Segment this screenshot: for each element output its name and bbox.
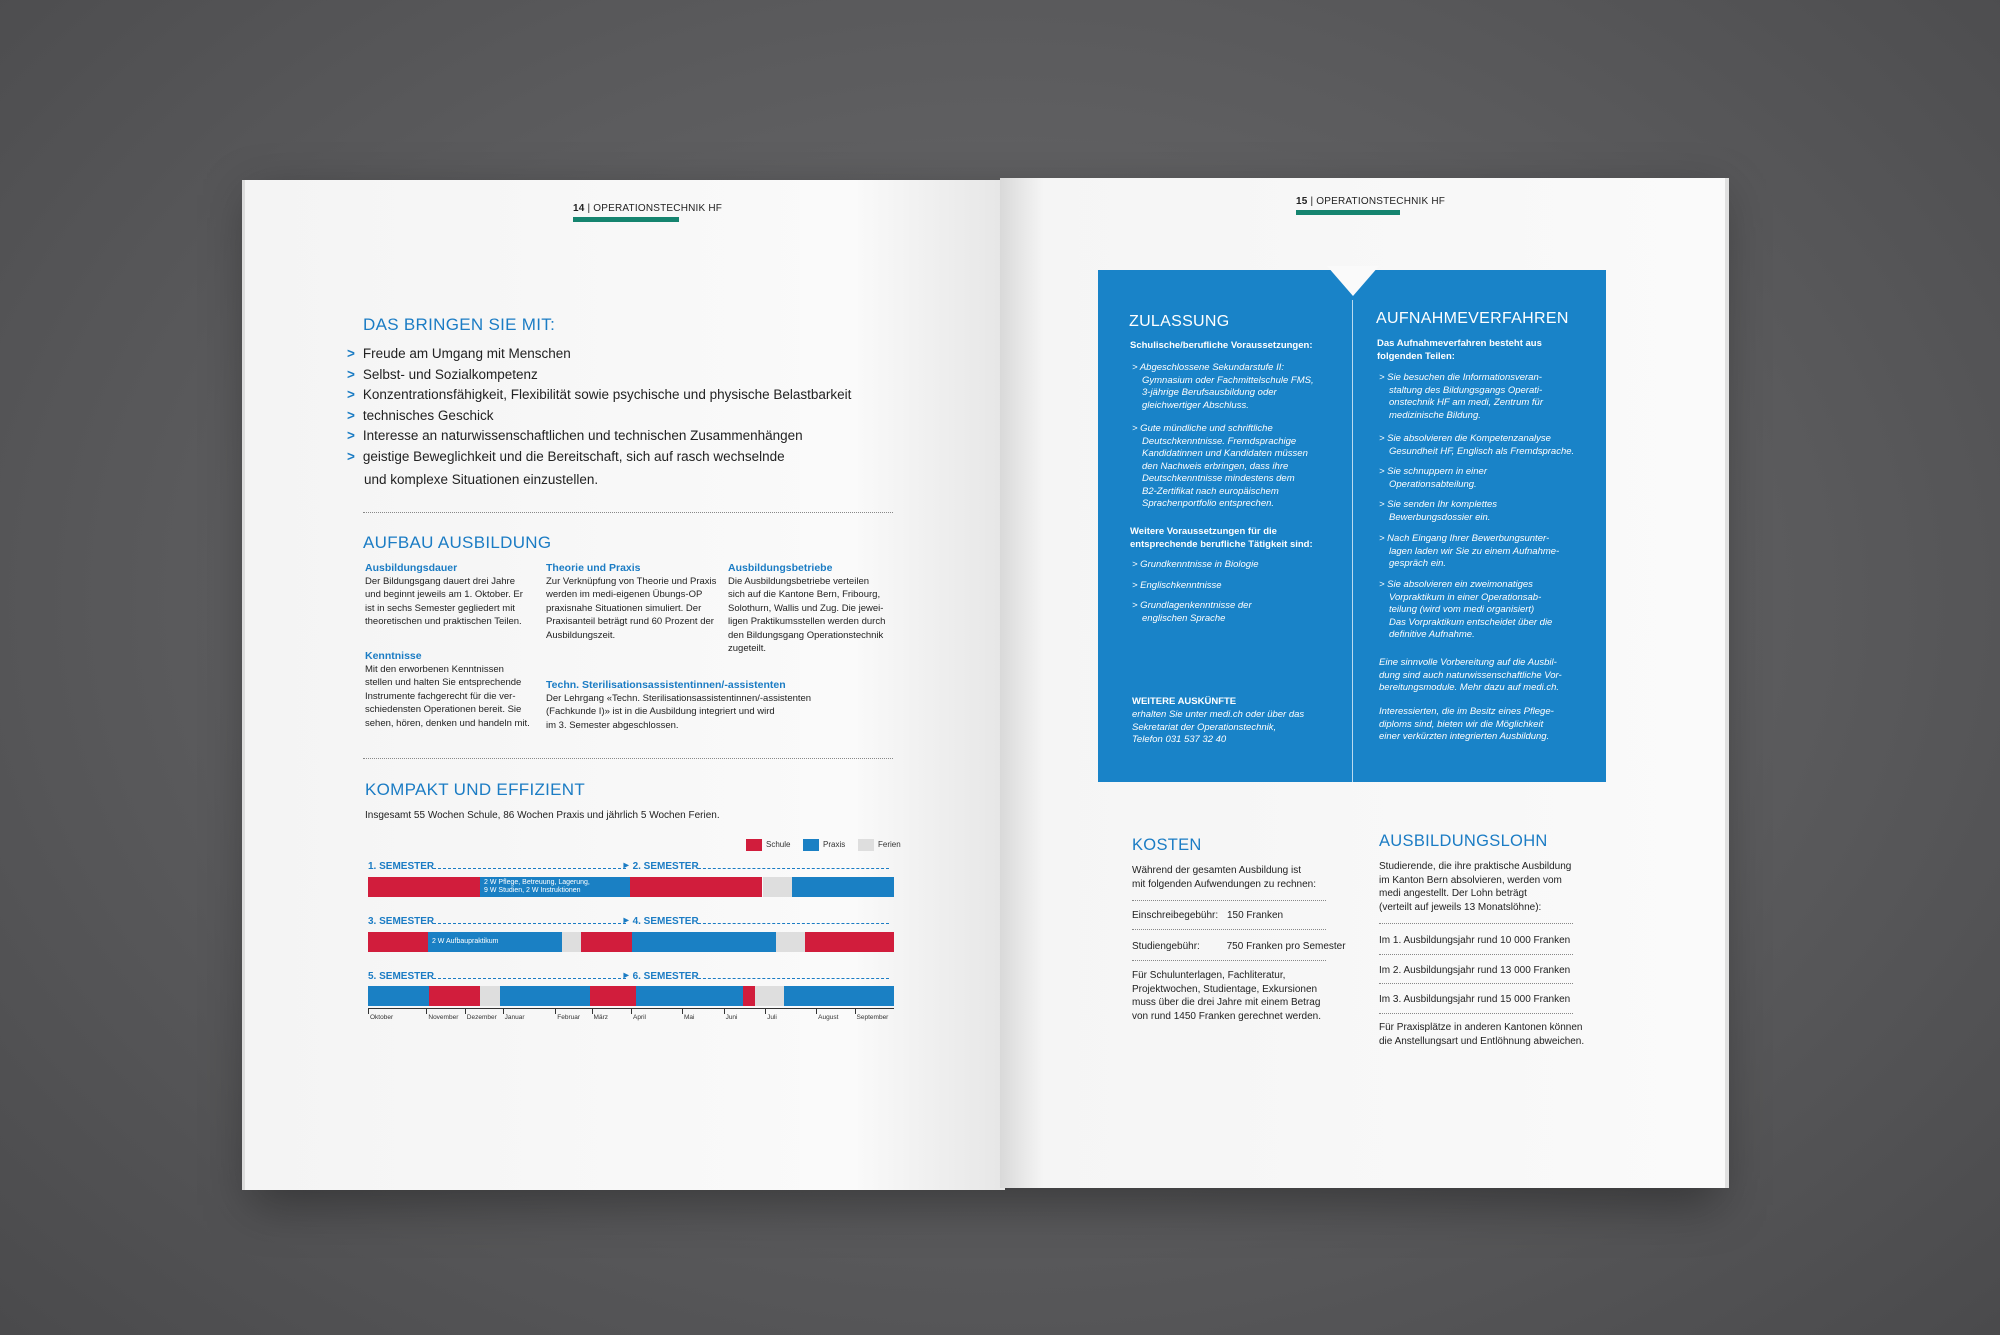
- semester-label: 4. SEMESTER: [632, 916, 699, 927]
- box-notch: [1327, 266, 1379, 296]
- timeline-segment-ferien: [776, 932, 805, 952]
- month-label: Oktober: [370, 1014, 394, 1021]
- arrow-right-icon: ▸: [623, 860, 629, 871]
- kosten-outro: Für Schulunterlagen, Fachliteratur, Projektwochen, Studientage, Exkursionen muss über die drei Jahre mit einem Betrag von rund 1450 Franken gerechnet werden.: [1132, 970, 1322, 1022]
- chevron-right-icon: >: [347, 387, 355, 402]
- semester-label: 2. SEMESTER: [632, 861, 699, 872]
- right-folio: [1296, 196, 1445, 207]
- divider: [1379, 923, 1573, 924]
- legend-swatch-schule: [746, 839, 762, 851]
- timeline-segment-praxis: [636, 986, 743, 1006]
- arrow-right-icon: ▸: [623, 915, 629, 926]
- month-label: Dezember: [466, 1014, 497, 1021]
- timeline-segment-schule: [368, 877, 480, 897]
- requirement-item: > Freude am Umgang mit Menschen: [347, 346, 571, 361]
- more-info-text: erhalten Sie unter medi.ch oder über das Sekretariat der Operationstechnik, Telefon 031 537 32 40: [1132, 709, 1305, 745]
- requirements-list: [347, 344, 851, 491]
- requirement-item: > Konzentrationsfähigkeit, Flexibilität sowie psychische und physische Belastbarkeit: [347, 387, 852, 402]
- zulassung-item: > Grundkenntnisse in Biologie: [1132, 559, 1259, 570]
- aufnahme-note: Interessierten, die im Besitz eines Pflege- diploms sind, bieten wir die Möglichkeit einer verkürzten integrierten Ausbildung.: [1379, 706, 1554, 742]
- zulassung-item: > Gute mündliche und schriftliche Deutschkenntnisse. Fremdsprachige Kandidatinnen und Kandidaten müssen den Nachweis erbringen, dass ihre Deutschkenntnisse mindestens dem B2-Zertifikat nach europäischem Sprachenportfolio entsprechen.: [1132, 423, 1308, 509]
- kosten-row: Studiengebühr: 750 Franken pro Semester: [1132, 941, 1346, 952]
- col2-paragraph1: Zur Verknüpfung von Theorie und Praxis werden im medi-eigenen Übungs-OP praxisnahe Situationen simuliert. Der Praxisanteil beträgt rund 60 Prozent der Ausbildungszeit.: [546, 576, 717, 641]
- timeline-segment-ferien: [763, 877, 792, 897]
- section1-title: DAS BRINGEN SIE MIT:: [363, 315, 556, 334]
- aufnahme-item: > Nach Eingang Ihrer Bewerbungsunter- lagen laden wir Sie zu einem Aufnahme- gespräch ein.: [1379, 533, 1560, 569]
- lohn-title: AUSBILDUNGSLOHN: [1379, 832, 1548, 850]
- requirement-item: > Interesse an naturwissenschaftlichen und technischen Zusammenhängen: [347, 428, 803, 443]
- semester-label: 5. SEMESTER: [368, 971, 435, 982]
- section2-title: AUFBAU AUSBILDUNG: [363, 533, 552, 552]
- zulassung-heading2: Weitere Voraussetzungen für die entsprechende berufliche Tätigkeit sind:: [1130, 526, 1313, 550]
- aufnahme-item: > Sie absolvieren ein zweimonatiges Vorpraktikum in einer Operationsab- teilung (wird vom medi organisiert) Das Vorpraktikum entscheidet über die definitive Aufnahme.: [1379, 579, 1553, 640]
- semester-line: [698, 978, 889, 979]
- timeline-segment-schule: [590, 986, 636, 1006]
- left-folio-number: 14: [573, 203, 585, 214]
- month-label: Januar: [504, 1014, 525, 1021]
- semester-label: 6. SEMESTER: [632, 971, 699, 982]
- month-label: Juni: [725, 1014, 738, 1021]
- requirement-item: > geistige Beweglichkeit und die Bereitschaft, sich auf rasch wechselnde: [347, 448, 785, 464]
- month-label: Juli: [767, 1014, 777, 1021]
- kosten-row: Einschreibegebühr: 150 Franken: [1132, 910, 1284, 921]
- lohn-row: Im 3. Ausbildungsjahr rund 15 000 Franken: [1379, 994, 1571, 1005]
- aufnahme-item: > Sie schnuppern in einer Operationsabteilung.: [1379, 466, 1488, 490]
- timeline-segment-ferien: [562, 932, 581, 952]
- divider: [1132, 900, 1326, 901]
- zulassung-item: > Grundlagenkenntnisse der englischen Sprache: [1132, 600, 1252, 624]
- more-info-title: WEITERE AUSKÜNFTE: [1132, 696, 1237, 707]
- aufnahme-heading: Das Aufnahmeverfahren besteht aus folgenden Teilen:: [1377, 338, 1542, 362]
- requirement-continuation: und komplexe Situationen einzustellen.: [364, 472, 599, 487]
- semester-line: [433, 978, 626, 979]
- month-label: April: [633, 1014, 647, 1021]
- divider: [363, 758, 893, 759]
- legend-label: Praxis: [823, 840, 846, 849]
- timeline-segment-praxis: [792, 877, 894, 897]
- col3-paragraph1: Die Ausbildungsbetriebe verteilen sich auf die Kantone Bern, Fribourg, Solothurn, Wallis und Zug. Die jewei- ligen Praktikumsstellen werden durch den Bildungsgang Operationstechnik zugeteilt.: [728, 576, 886, 655]
- aufnahme-title: AUFNAHMEVERFAHREN: [1376, 310, 1569, 327]
- lohn-intro: Studierende, die ihre praktische Ausbildung im Kanton Bern absolvieren, werden vom medi angestellt. Der Lohn beträgt (verteilt auf jeweils 13 Monatslöhne):: [1379, 861, 1572, 913]
- legend-swatch-ferien: [858, 839, 874, 851]
- chevron-right-icon: >: [347, 448, 355, 464]
- left-folio-bar: [573, 217, 679, 222]
- timeline-segment-praxis: [632, 932, 776, 952]
- timeline-segment-schule: [743, 986, 755, 1006]
- requirement-item: > Selbst- und Sozialkompetenz: [347, 366, 538, 382]
- right-folio-text: | OPERATIONSTECHNIK HF: [1310, 196, 1446, 207]
- timeline-segment-schule: [429, 986, 479, 1006]
- section3-intro: Insgesamt 55 Wochen Schule, 86 Wochen Praxis und jährlich 5 Wochen Ferien.: [365, 810, 720, 821]
- col1-paragraph2: Mit den erworbenen Kenntnissen stellen und halten Sie entsprechende Instrumente fachgerecht für die ver- schiedensten Operationen bereit. Sie sehen, hören, denken und handeln mit.: [365, 664, 530, 729]
- col1-heading2: Kenntnisse: [365, 650, 422, 662]
- legend-label: Schule: [766, 840, 791, 849]
- chevron-right-icon: >: [347, 366, 355, 382]
- aufnahme-item: > Sie senden Ihr komplettes Bewerbungsdossier ein.: [1379, 499, 1498, 523]
- timeline-segment-schule: [805, 932, 894, 952]
- semester-line: [698, 923, 889, 924]
- kosten-title: KOSTEN: [1132, 836, 1202, 854]
- divider: [1132, 960, 1326, 961]
- kosten-intro: Während der gesamten Ausbildung ist mit folgenden Aufwendungen zu rechnen:: [1132, 865, 1317, 890]
- lohn-row: Im 2. Ausbildungsjahr rund 13 000 Franken: [1379, 965, 1571, 976]
- timeline-axis: [368, 1008, 894, 1009]
- left-folio: [573, 203, 722, 214]
- right-folio-bar: [1296, 210, 1400, 215]
- month-label: September: [856, 1014, 889, 1021]
- section3-title: KOMPAKT UND EFFIZIENT: [365, 780, 586, 799]
- zulassung-item: > Abgeschlossene Sekundarstufe II: Gymnasium oder Fachmittelschule FMS, 3-jährige Berufsausbildung oder gleichwertiger Abschluss.: [1132, 362, 1314, 411]
- col1-paragraph1: Der Bildungsgang dauert drei Jahre und beginnt jeweils am 1. Oktober. Er ist in sechs Semester gegliedert mit theoretischen und praktischen Teilen.: [365, 576, 523, 628]
- col1-heading1: Ausbildungsdauer: [365, 562, 458, 574]
- divider: [1379, 983, 1573, 984]
- semester-line: [698, 868, 889, 869]
- timeline-segment-schule: [581, 932, 631, 952]
- lohn-outro: Für Praxisplätze in anderen Kantonen können die Anstellungsart und Entlöhnung abweichen.: [1379, 1022, 1585, 1047]
- segment-label: 2 W Aufbaupraktikum: [431, 938, 499, 945]
- zulassung-item: > Englischkenntnisse: [1132, 580, 1222, 591]
- divider: [1379, 954, 1573, 955]
- timeline-segment-praxis: [784, 986, 894, 1006]
- timeline-segment-schule: [368, 932, 428, 952]
- left-folio-text: | OPERATIONSTECHNIK HF: [587, 203, 723, 214]
- semester-label: 1. SEMESTER: [368, 861, 435, 872]
- right-folio-number: 15: [1296, 196, 1308, 207]
- legend-swatch-praxis: [803, 839, 819, 851]
- col3-heading1: Ausbildungsbetriebe: [728, 562, 833, 574]
- divider: [1132, 929, 1326, 930]
- requirement-item: > technisches Geschick: [347, 407, 494, 423]
- col23-heading2: Techn. Sterilisationsassistentinnen/-assistenten: [546, 679, 786, 691]
- zulassung-title: ZULASSUNG: [1129, 313, 1230, 330]
- timeline-segment-schule: [630, 877, 763, 897]
- chevron-right-icon: >: [347, 346, 355, 361]
- month-label: März: [593, 1014, 608, 1021]
- month-label: November: [428, 1014, 459, 1021]
- aufnahme-item: > Sie besuchen die Informationsveran- staltung des Bildungsgangs Operati- onstechnik HF am medi, Zentrum für medizinische Bildung.: [1379, 372, 1543, 421]
- month-label: Februar: [557, 1014, 581, 1021]
- timeline-segment-praxis: [500, 986, 590, 1006]
- divider: [1379, 1013, 1573, 1014]
- month-label: Mai: [684, 1014, 695, 1021]
- zulassung-heading: Schulische/berufliche Voraussetzungen:: [1130, 340, 1313, 351]
- timeline-segment-praxis: [368, 986, 429, 1006]
- arrow-right-icon: ▸: [623, 970, 629, 981]
- semester-line: [433, 868, 626, 869]
- lohn-row: Im 1. Ausbildungsjahr rund 10 000 Franken: [1379, 935, 1571, 946]
- segment-label: 2 W Pflege, Betreuung, Lagerung, 9 W Studien, 2 W Instruktionen: [484, 879, 590, 894]
- col2-heading1: Theorie und Praxis: [546, 562, 641, 574]
- chevron-right-icon: >: [347, 428, 355, 443]
- aufnahme-note: Eine sinnvolle Vorbereitung auf die Ausbil- dung sind auch naturwissenschaftliche Vor- bereitungsmodule. Mehr dazu auf medi.ch.: [1379, 657, 1562, 693]
- box-divider: [1352, 300, 1353, 782]
- legend-label: Ferien: [878, 840, 901, 849]
- timeline-segment-ferien: [755, 986, 784, 1006]
- col23-paragraph2: Der Lehrgang «Techn. Sterilisationsassistentinnen/-assistenten (Fachkunde I)» ist in die Ausbildung integriert und wird im 3. Semester abgeschlossen.: [546, 693, 812, 731]
- semester-label: 3. SEMESTER: [368, 916, 435, 927]
- month-label: August: [818, 1014, 839, 1021]
- timeline-segment-ferien: [480, 986, 501, 1006]
- semester-line: [433, 923, 626, 924]
- divider: [363, 512, 893, 513]
- chevron-right-icon: >: [347, 407, 355, 423]
- aufnahme-item: > Sie absolvieren die Kompetenzanalyse Gesundheit HF, Englisch als Fremdsprache.: [1379, 433, 1575, 457]
